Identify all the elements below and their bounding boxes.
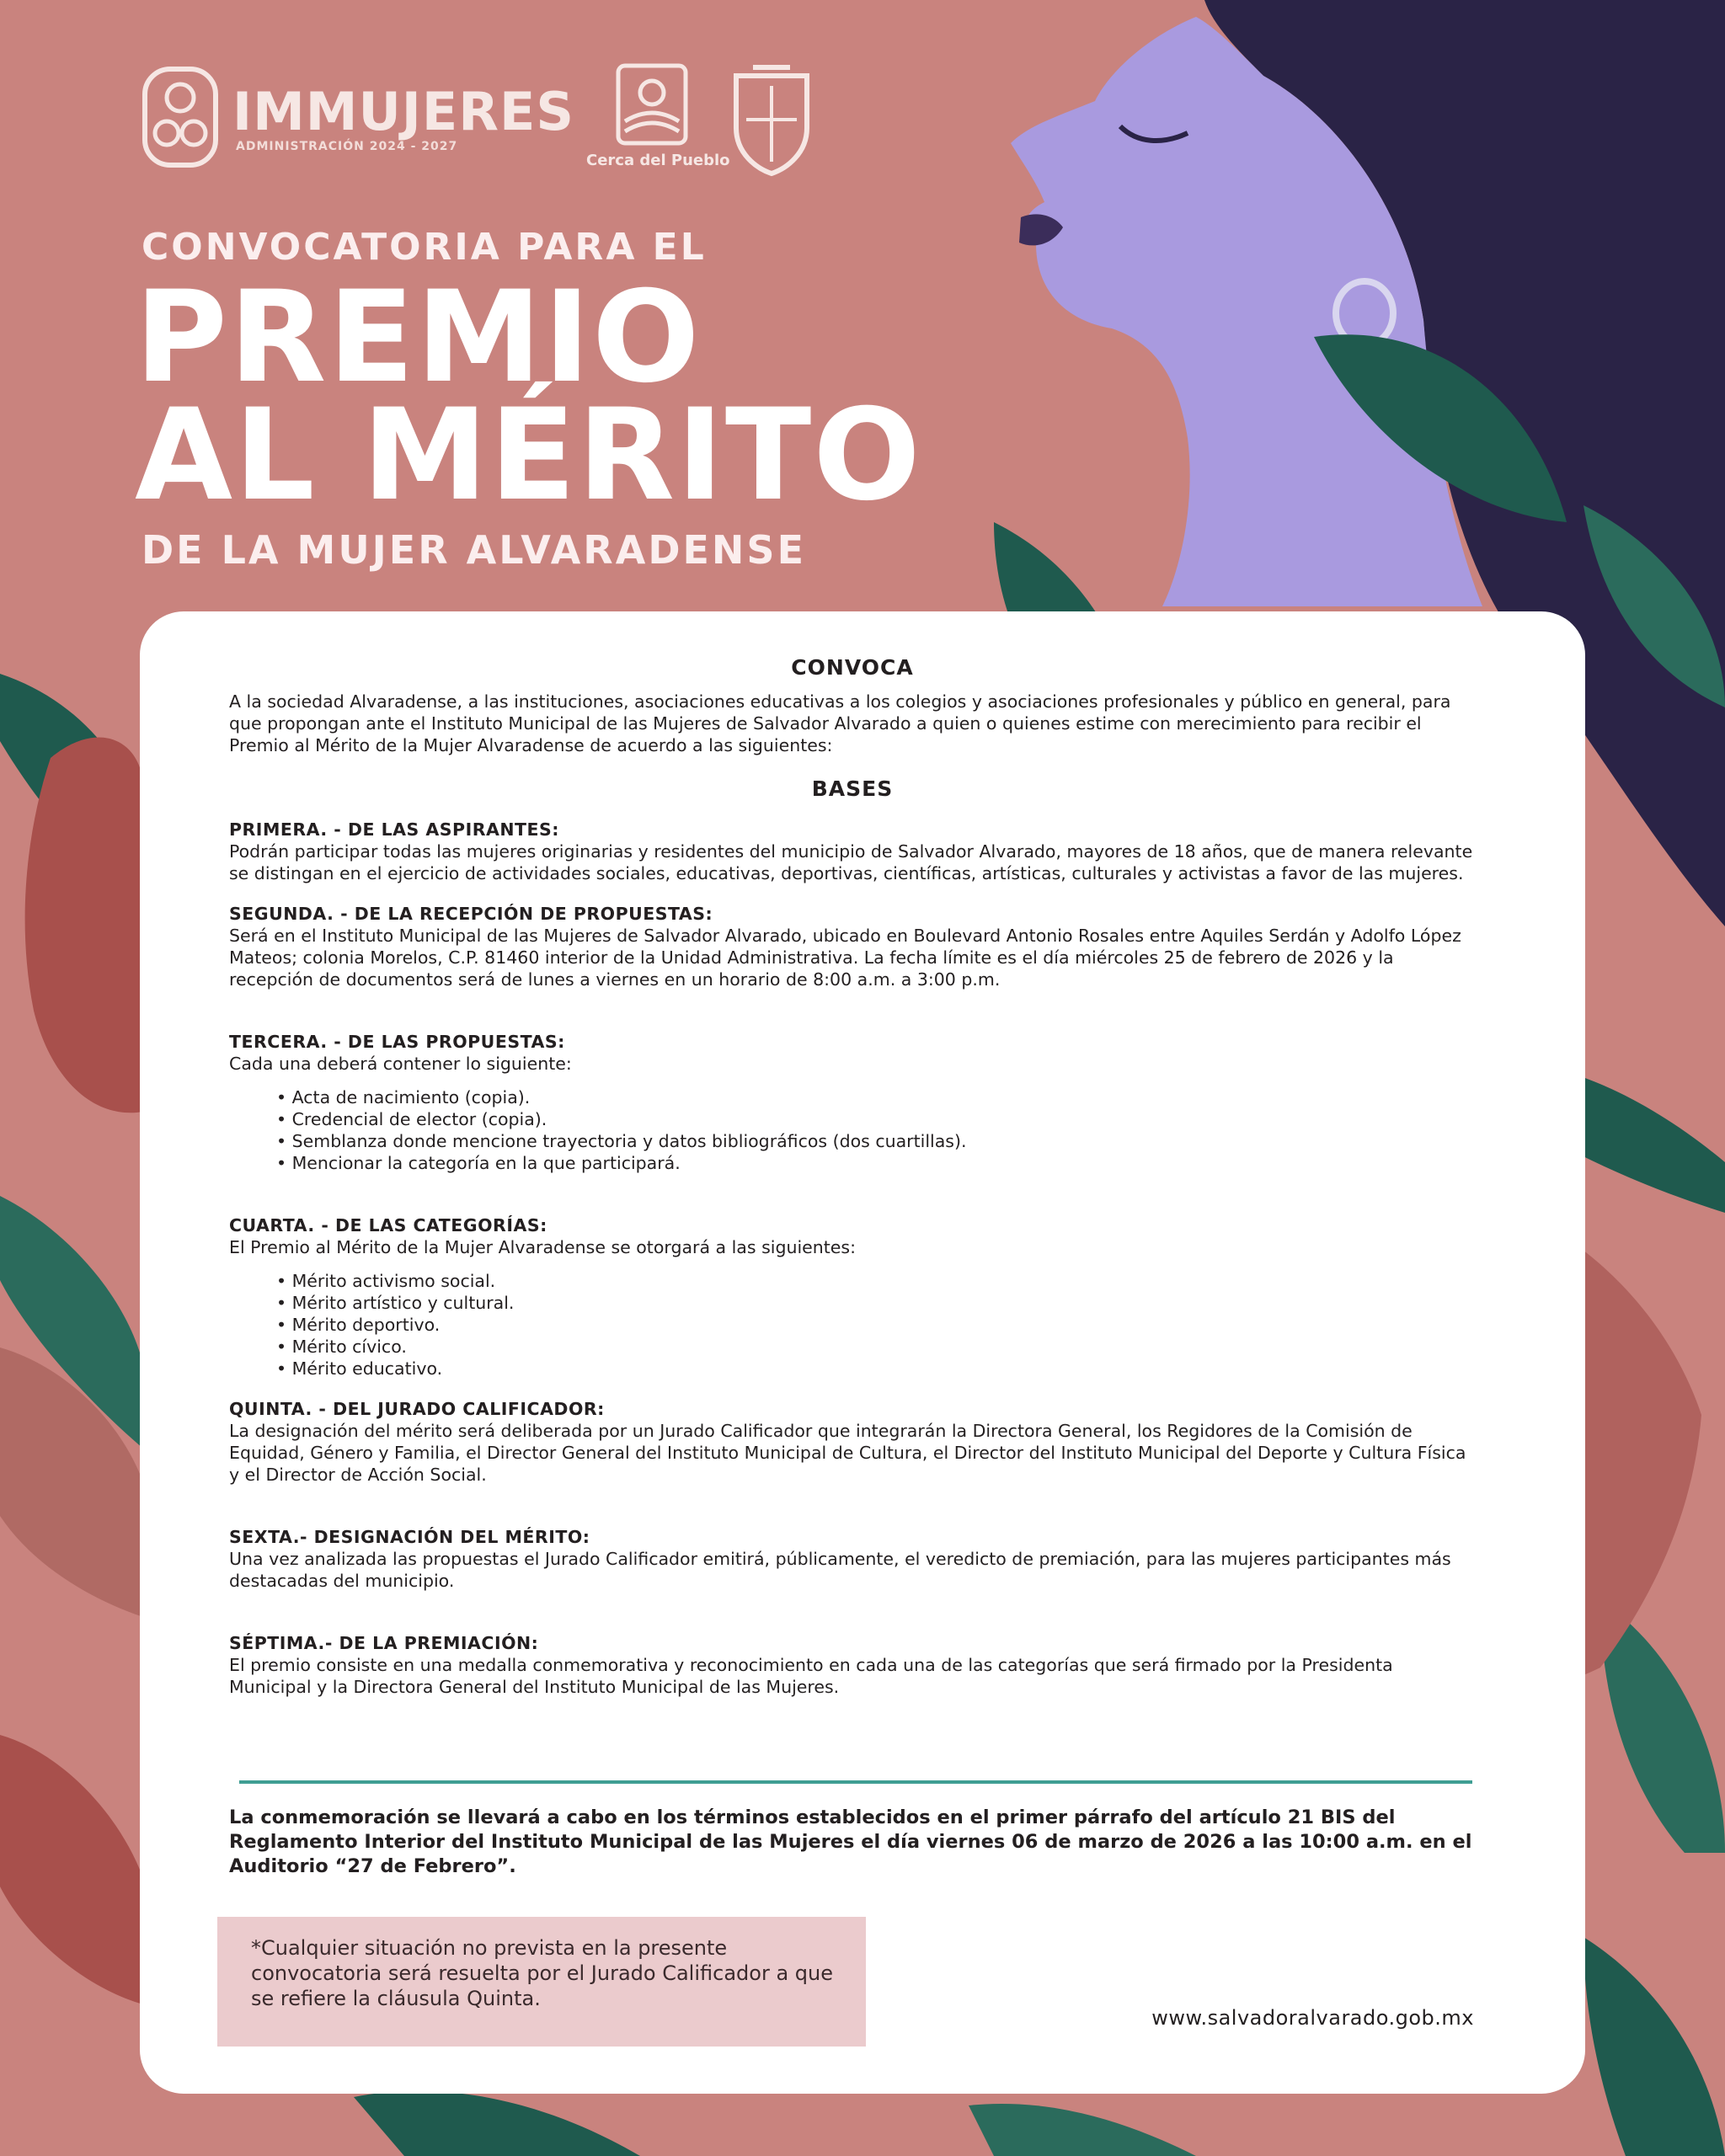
list-item: • Semblanza donde mencione trayectoria y datos bibliográficos (dos cuartillas). (276, 1130, 1476, 1152)
leaf-shape (354, 2091, 640, 2156)
list-item: • Mérito educativo. (276, 1358, 1476, 1380)
title-convocatoria: CONVOCATORIA PARA EL (142, 226, 707, 269)
section-septima (229, 1632, 1476, 1698)
cerca-del-pueblo-logo-icon (613, 62, 691, 147)
list-item: • Mérito cívico. (276, 1336, 1476, 1358)
convocatoria-card (140, 611, 1585, 2094)
bases-heading: BASES (811, 776, 894, 801)
org-admin-period: ADMINISTRACIÓN 2024 - 2027 (236, 140, 458, 153)
title-premio: PREMIO (135, 264, 702, 411)
list-item: • Mérito activismo social. (276, 1270, 1476, 1292)
note-text: *Cualquier situación no prevista en la presente convocatoria será resuelta por el Jurado Calificador a que se refiere la cláusula Quinta. (251, 1936, 833, 2010)
municipal-shield-icon (728, 61, 815, 179)
section-title: PRIMERA. - DE LAS ASPIRANTES: (229, 819, 559, 840)
card-content (229, 657, 1476, 1698)
flower-shape (25, 738, 145, 1113)
section-text: Cada una deberá contener lo siguiente: (229, 1054, 572, 1074)
section-segunda (229, 903, 1476, 990)
title-de-la-mujer: DE LA MUJER ALVARADENSE (142, 527, 806, 573)
convoca-heading: CONVOCA (791, 655, 914, 680)
list-item: • Mérito artístico y cultural. (276, 1292, 1476, 1314)
list-item: • Mérito deportivo. (276, 1314, 1476, 1336)
section-title: CUARTA. - DE LAS CATEGORÍAS: (229, 1215, 547, 1235)
section-text: Una vez analizada las propuestas el Jurado Calificador emitirá, públicamente, el veredicto de premiación, para las mujeres participantes más destacadas del municipio. (229, 1549, 1451, 1591)
note-box (217, 1917, 866, 2047)
immujeres-logo-icon (142, 66, 219, 168)
title-al-merito: AL MÉRITO (135, 382, 922, 529)
section-primera (229, 819, 1476, 884)
cerca-del-pueblo-label: Cerca del Pueblo (586, 152, 730, 169)
leaf-shape (1583, 1937, 1725, 2156)
website-url[interactable]: www.salvadoralvarado.gob.mx (1151, 2006, 1474, 2030)
section-tercera (229, 1031, 1476, 1174)
list-item: • Credencial de elector (copia). (276, 1108, 1476, 1130)
section-title: SEXTA.- DESIGNACIÓN DEL MÉRITO: (229, 1527, 590, 1547)
section-text: El Premio al Mérito de la Mujer Alvaradense se otorgará a las siguientes: (229, 1237, 856, 1257)
intro-paragraph: A la sociedad Alvaradense, a las instituciones, asociaciones educativas a los colegios y asociaciones profesionales y público en general, para que propongan ante el Instituto Municipal de las Mujeres de Salvador Alvarado a quien o quienes estime con merecimiento para recibir el Premio al Mérito de la Mujer Alvaradense de acuerdo a las siguientes: (229, 691, 1451, 755)
section-divider (239, 1780, 1472, 1784)
section-text: Será en el Instituto Municipal de las Mujeres de Salvador Alvarado, ubicado en Boulevard Antonio Rosales entre Aquiles Serdán y Adolfo López Mateos; colonia Morelos, C.P. 81460 interior de la Unidad Administrativa. La fecha límite es el día miércoles 25 de febrero de 2026 y la recepción de documentos será de lunes a viernes en un horario de 8:00 a.m. a 3:00 p.m. (229, 926, 1461, 990)
flower-shape (0, 1735, 143, 2004)
org-name: IMMUJERES (232, 81, 574, 142)
cuarta-list (229, 1270, 1476, 1380)
section-text: La designación del mérito será deliberada por un Jurado Calificador que integrarán la Directora General, los Regidores de la Comisión de Equidad, Género y Familia, el Director General del Instituto Municipal de Cultura, el Director del Instituto Municipal del Deporte y Cultura Física y el Director de Acción Social. (229, 1421, 1466, 1485)
list-item: • Mencionar la categoría en la que participará. (276, 1152, 1476, 1174)
closing-statement: La conmemoración se llevará a cabo en los términos establecidos en el primer párrafo del artículo 21 BIS del Reglamento Interior del Instituto Municipal de las Mujeres el día viernes 06 de marzo de 2026 a las 10:00 a.m. en el Auditorio “27 de Febrero”. (229, 1806, 1472, 1877)
section-title: TERCERA. - DE LAS PROPUESTAS: (229, 1032, 565, 1052)
section-title: SEGUNDA. - DE LA RECEPCIÓN DE PROPUESTAS: (229, 904, 713, 924)
section-title: QUINTA. - DEL JURADO CALIFICADOR: (229, 1399, 605, 1419)
section-cuarta (229, 1214, 1476, 1380)
section-title: SÉPTIMA.- DE LA PREMIACIÓN: (229, 1633, 539, 1653)
list-item: • Acta de nacimiento (copia). (276, 1086, 1476, 1108)
section-text: Podrán participar todas las mujeres originarias y residentes del municipio de Salvador Alvarado, mayores de 18 años, que de manera relevante se distingan en el ejercicio de actividades sociales, educativas, deportivas, científicas, artísticas, culturales y activistas a favor de las mujeres. (229, 841, 1473, 883)
tercera-list (229, 1086, 1476, 1174)
section-quinta (229, 1398, 1476, 1486)
section-sexta (229, 1526, 1476, 1592)
leaf-shape (969, 2104, 1196, 2156)
section-text: El premio consiste en una medalla conmemorativa y reconocimiento en cada una de las categorías que será firmado por la Presidenta Municipal y la Directora General del Instituto Municipal de las Mujeres. (229, 1655, 1393, 1697)
